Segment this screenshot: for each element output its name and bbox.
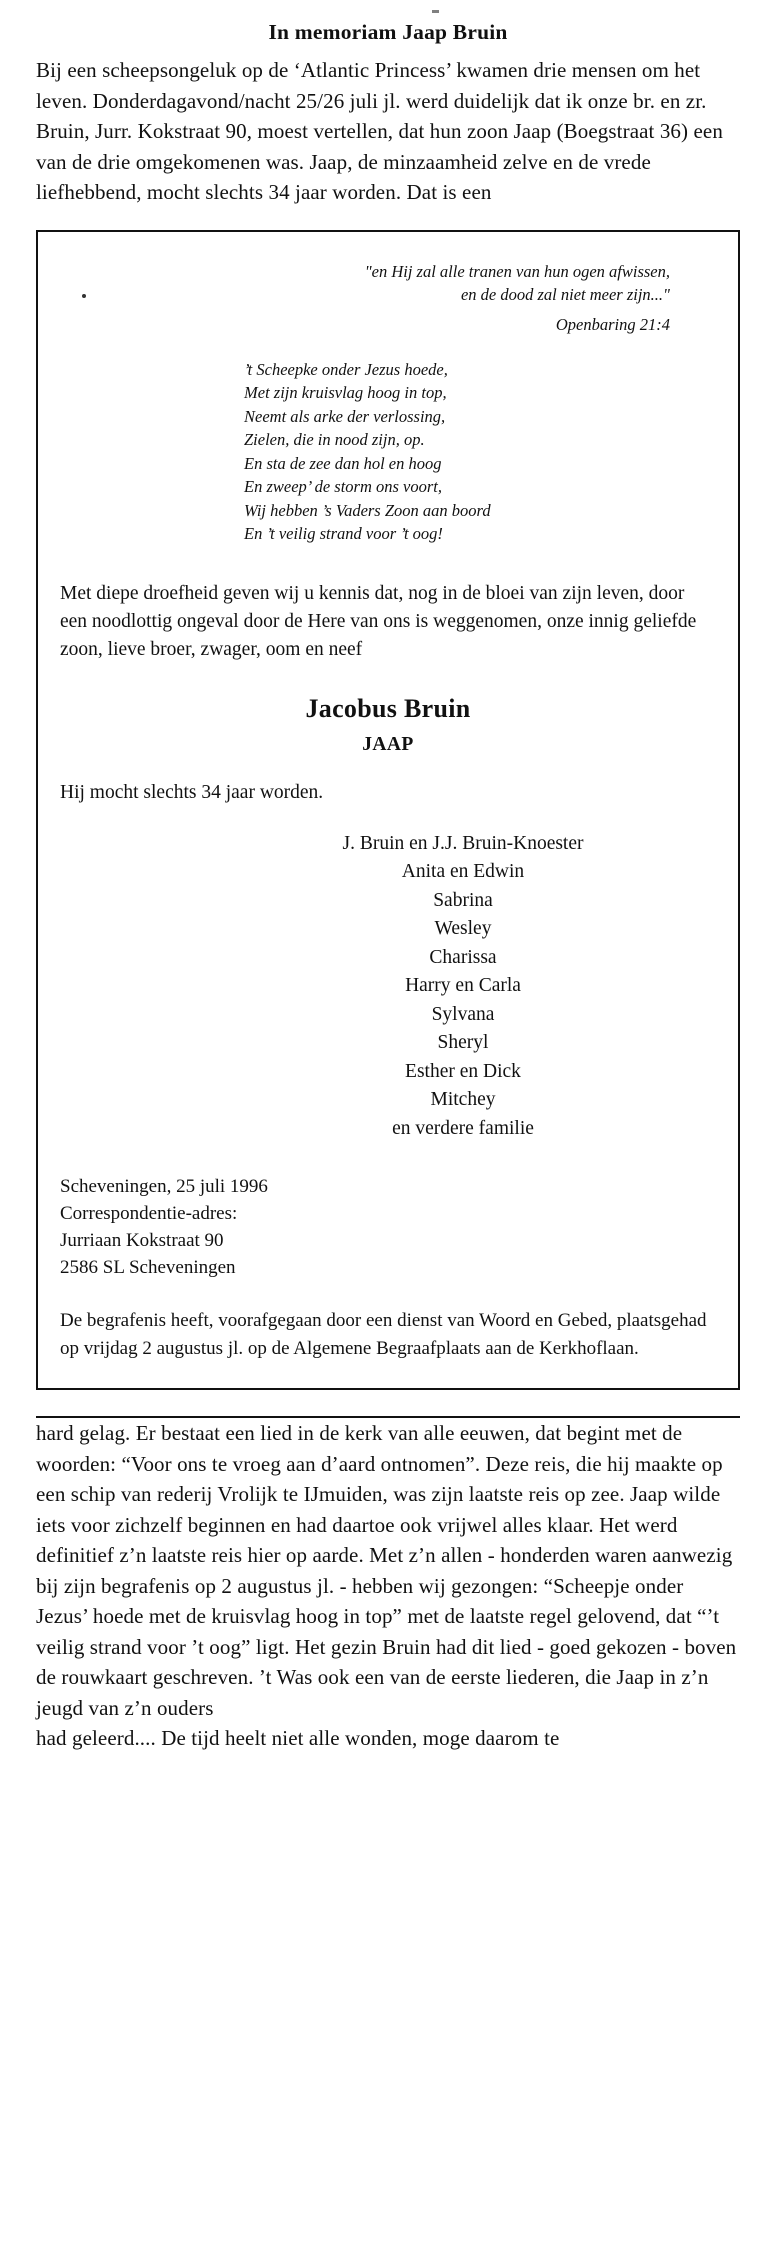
family-member: Sabrina — [433, 889, 493, 911]
poem-line: Zielen, die in nood zijn, op. — [244, 430, 425, 449]
poem-line: Met zijn kruisvlag hoog in top, — [244, 383, 447, 402]
family-member: Mitchey — [430, 1089, 496, 1110]
deceased-nickname: JAAP — [362, 733, 414, 755]
postal-city: 2586 SL Scheveningen — [60, 1257, 236, 1278]
scan-artifact-mark — [432, 10, 439, 13]
family-member: Harry en Carla — [405, 975, 521, 996]
street-address: Jurriaan Kokstraat 90 — [60, 1230, 224, 1251]
family-member: en verdere familie — [392, 1117, 534, 1139]
family-member: Sylvana — [431, 1003, 495, 1025]
family-member: Anita en Edwin — [401, 861, 525, 882]
poem-line: En sta de zee dan hol en hoog — [244, 453, 442, 473]
funeral-note: De begrafenis heeft, voorafgegaan door een dienst van Woord en Gebed, plaatsgehad op vrijdag 2 augustus jl. op de Algemene Begraafplaats aan de Kerkhoflaan. — [60, 1310, 707, 1359]
poem-line: ’t Scheepke onder Jezus hoede, — [244, 359, 448, 379]
scripture-quote — [120, 260, 670, 336]
family-member: Charissa — [429, 946, 497, 968]
family-list — [60, 830, 716, 1144]
poem-line: Neemt als arke der verlossing, — [244, 406, 446, 426]
obituary-card — [36, 230, 740, 1391]
place-and-date: Scheveningen, 25 juli 1996 — [60, 1176, 268, 1197]
scripture-line-1: "en Hij zal alle tranen van hun ogen afwissen, — [364, 261, 670, 281]
lead-section — [36, 55, 740, 208]
poem-block — [244, 358, 716, 546]
deceased-name: Jacobus Bruin — [305, 693, 471, 723]
page-title: In memoriam Jaap Bruin — [268, 20, 508, 44]
correspondence-label: Correspondentie-adres: — [60, 1203, 238, 1224]
scripture-reference: Openbaring 21:4 — [555, 314, 670, 334]
continuation-section — [36, 1418, 740, 1754]
family-member: Esther en Dick — [405, 1060, 521, 1082]
age-line: Hij mocht slechts 34 jaar worden. — [60, 781, 324, 803]
lead-paragraph: Bij een scheepsongeluk op de ‘Atlantic Princess’ kwamen drie mensen om het leven. Donderdagavond/nacht 25/26 juli jl. werd duidelijk dat ik onze br. en zr. Bruin, Jurr. Kokstraat 90, moest vertellen, dat hun zoon Jaap (Boegstraat 36) een van de drie omgekomenen was. Jaap, de minzaamheid zelve en de vrede liefhebbend, mocht slechts 34 jaar worden. Dat is een — [36, 58, 723, 204]
poem-line: En ’t veilig strand voor ’t oog! — [244, 524, 443, 543]
poem-line: En zweep’ de storm ons voort, — [244, 477, 442, 496]
scan-dot-mark — [82, 294, 86, 298]
family-member: Wesley — [434, 918, 492, 939]
family-member: Sheryl — [437, 1032, 489, 1053]
continuation-paragraph: hard gelag. Er bestaat een lied in de kerk van alle eeuwen, dat begint met de woorden: “Voor ons te vroeg aan d’aard ontnomen”. Deze reis, die hij maakte op een schip van rederij Vrolijk te IJmuiden, was zijn laatste reis op zee. Jaap wilde iets voor zichzelf beginnen en had daartoe ook vrijwel alles klaar. Het werd definitief z’n laatste reis hier op aarde. Met z’n allen - honderden waren aanwezig bij zijn begrafenis op 2 augustus jl. - hebben wij gezongen: “Scheepje onder Jezus’ hoede met de kruisvlag hoog in top” met de laatste regel gelovend, dat “’t veilig strand voor ’t oog” ligt. Het gezin Bruin had dit lied - goed gekozen - boven de rouwkaart geschreven. ’t Was ook een van de eerste liederen, die Jaap in z’n jeugd van z’n ouders — [36, 1421, 737, 1720]
family-member: J. Bruin en J.J. Bruin-Knoester — [342, 832, 584, 854]
scripture-line-2: en de dood zal niet meer zijn..." — [460, 284, 670, 304]
address-block — [60, 1173, 716, 1281]
poem-line: Wij hebben ’s Vaders Zoon aan boord — [244, 500, 491, 520]
announcement-text: Met diepe droefheid geven wij u kennis dat, nog in de bloei van zijn leven, door een noodlottig ongeval door de Here van ons is weggenomen, onze innig geliefde zoon, lieve broer, zwager, oom en neef — [60, 582, 697, 660]
continuation-last-line: had geleerd.... De tijd heelt niet alle wonden, moge daarom te — [36, 1726, 560, 1750]
